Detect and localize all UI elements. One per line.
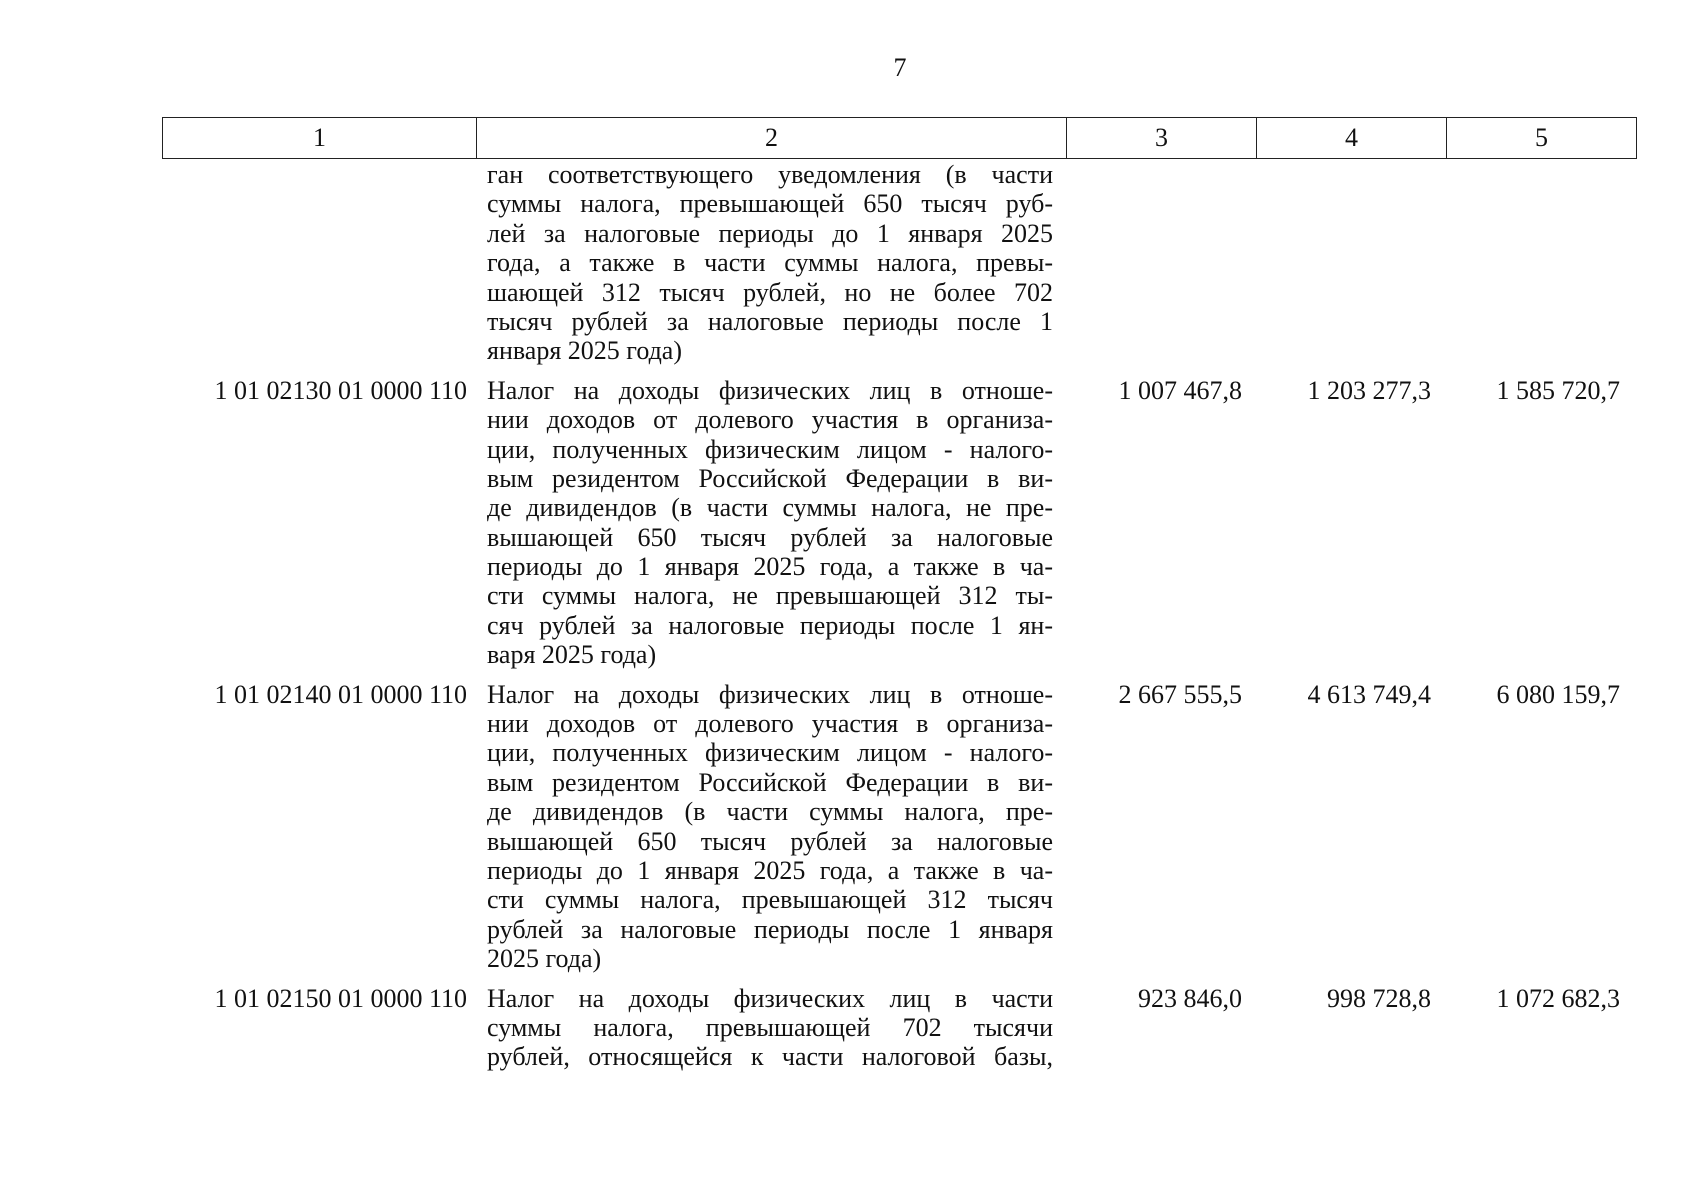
header-col-5: 5 [1447,118,1637,159]
budget-code: 1 01 02140 01 0000 110 [214,679,467,709]
description-line: вым резидентом Российской Федерации в ви- [487,767,1053,797]
value-col-3: 923 846,0 [1138,983,1242,1013]
description-line: варя 2025 года) [487,640,657,670]
description-line: нии доходов от долевого участия в организа- [487,709,1053,739]
description-line: 2025 года) [487,944,602,974]
description-line: рублей, относящейся к части налоговой базы, [487,1042,1053,1072]
table-row [162,376,1631,670]
table-row [162,680,1631,974]
description-line: суммы налога, превышающей 702 тысячи [487,1012,1053,1042]
value-col-4: 998 728,8 [1327,983,1431,1013]
description-line: лей за налоговые периоды до 1 января 2025 [487,218,1053,248]
description-line: января 2025 года) [487,336,682,366]
page-number: 7 [893,53,907,82]
description-line: вышающей 650 тысяч рублей за налоговые [487,826,1053,856]
description-line: периоды до 1 января 2025 года, а также в ча- [487,552,1053,582]
value-col-3: 2 667 555,5 [1118,679,1242,709]
header-row [163,118,1637,159]
value-col-4: 1 203 277,3 [1307,375,1431,405]
income-description [475,984,1064,1072]
table-body [162,160,1631,1082]
budget-code: 1 01 02130 01 0000 110 [214,375,467,405]
value-col-3: 1 007 467,8 [1118,375,1242,405]
value-col-5: 6 080 159,7 [1496,679,1620,709]
description-line: сяч рублей за налоговые периоды после 1 ян- [487,610,1053,640]
header-col-2: 2 [477,118,1067,159]
description-line: ции, полученных физическим лицом - налого- [487,738,1053,768]
header-col-4: 4 [1257,118,1447,159]
description-line: вым резидентом Российской Федерации в ви- [487,463,1053,493]
description-line: ган соответствующего уведомления (в части [487,160,1053,189]
table-row [162,160,1631,366]
description-line: де дивидендов (в части суммы налога, пре- [487,797,1053,827]
description-line: суммы налога, превышающей 650 тысяч руб- [487,189,1053,219]
description-line: Налог на доходы физических лиц в части [487,983,1053,1013]
description-line: Налог на доходы физических лиц в отноше- [487,375,1053,405]
income-description [475,680,1064,974]
table-header [162,117,1637,159]
description-line: нии доходов от долевого участия в организа- [487,405,1053,435]
income-description [475,376,1064,670]
income-description [475,160,1064,366]
header-col-3: 3 [1067,118,1257,159]
value-col-5: 1 585 720,7 [1496,375,1620,405]
description-line: Налог на доходы физических лиц в отноше- [487,679,1053,709]
budget-code: 1 01 02150 01 0000 110 [214,983,467,1013]
description-line: шающей 312 тысяч рублей, но не более 702 [487,277,1053,307]
table-row [162,984,1631,1072]
description-line: ции, полученных физическим лицом - налого- [487,434,1053,464]
value-col-4: 4 613 749,4 [1307,679,1431,709]
description-line: тысяч рублей за налоговые периоды после 1 [487,306,1053,336]
value-col-5: 1 072 682,3 [1496,983,1620,1013]
header-col-1: 1 [163,118,477,159]
description-line: де дивидендов (в части суммы налога, не пре- [487,493,1053,523]
description-line: сти суммы налога, превышающей 312 тысяч [487,885,1053,915]
description-line: вышающей 650 тысяч рублей за налоговые [487,522,1053,552]
description-line: рублей за налоговые периоды после 1 января [487,914,1053,944]
description-line: года, а также в части суммы налога, превы- [487,248,1053,278]
description-line: периоды до 1 января 2025 года, а также в ча- [487,855,1053,885]
description-line: сти суммы налога, не превышающей 312 ты- [487,581,1053,611]
